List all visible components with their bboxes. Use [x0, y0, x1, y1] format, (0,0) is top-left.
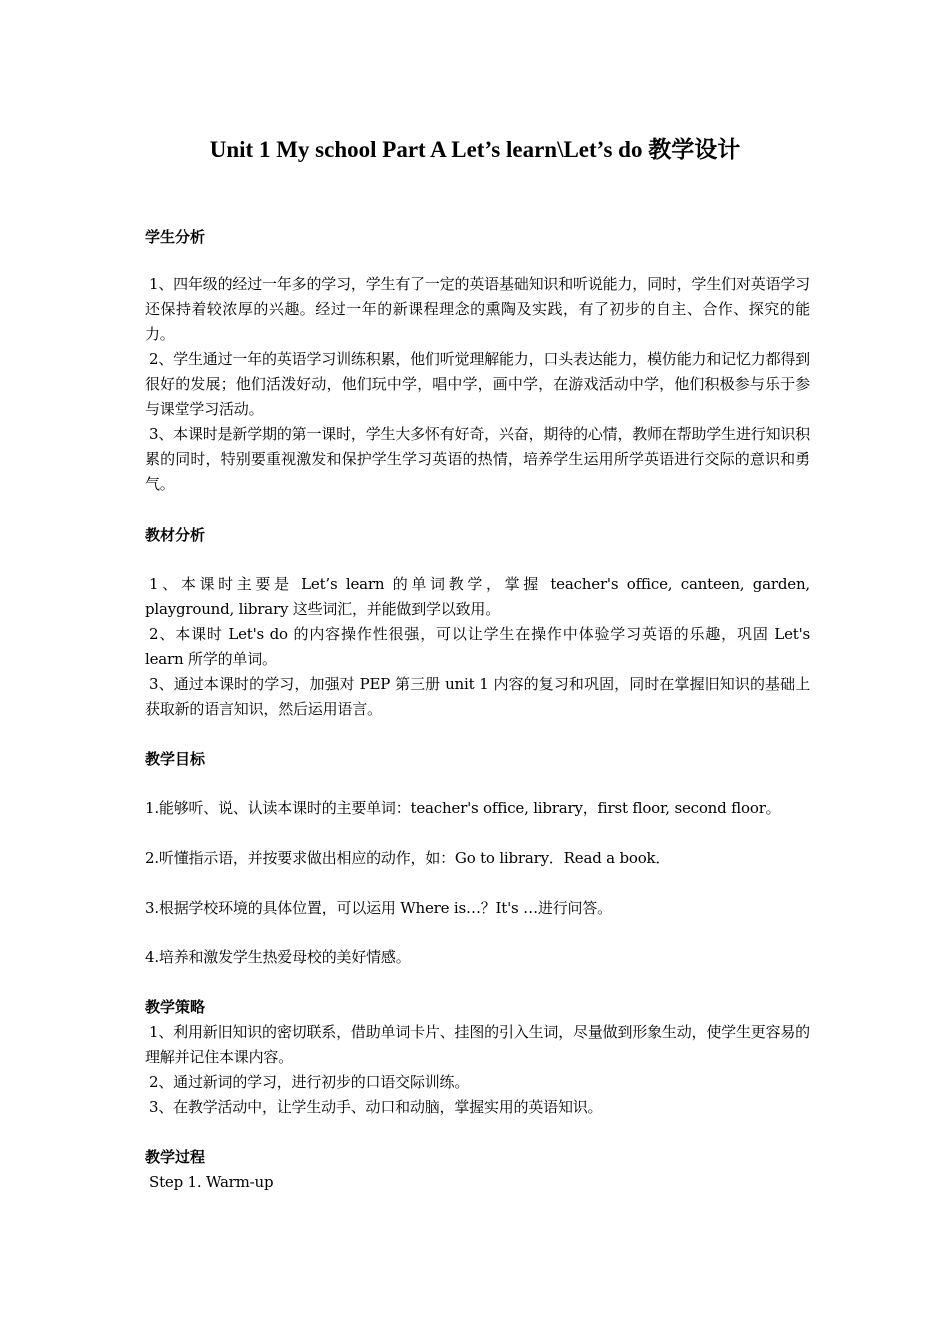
heading-teaching-strategy: 教学策略	[145, 998, 206, 1016]
strategy-item-3: 3、在教学活动中，让学生动手、动口和动脑，掌握实用的英语知识。	[149, 1098, 603, 1116]
heading-student-analysis: 学生分析	[145, 228, 206, 246]
goal-item-2: 2.听懂指示语，并按要求做出相应的动作，如：Go to library．Read a book．	[145, 849, 671, 867]
strategy-item-2: 2、通过新词的学习，进行初步的口语交际训练。	[149, 1073, 470, 1091]
paragraph-material-1: 1、本课时主要是 Let’s learn 的单词教学，掌握 teacher's office, canteen, garden, playground, library 这些词汇，并能做到学以致用。	[145, 575, 810, 618]
heading-teaching-goals: 教学目标	[145, 750, 206, 768]
heading-teaching-process: 教学过程	[145, 1148, 206, 1166]
paragraph-student-3: 3、本课时是新学期的第一课时，学生大多怀有好奇，兴奋，期待的心情，教师在帮助学生进行知识积累的同时，特别要重视激发和保护学生学习英语的热情，培养学生运用所学英语进行交际的意识和勇气。	[145, 425, 810, 493]
paragraph-material-3: 3、通过本课时的学习，加强对 PEP 第三册 unit 1 内容的复习和巩固，同时在掌握旧知识的基础上获取新的语言知识，然后运用语言。	[145, 675, 810, 718]
goal-item-3: 3.根据学校环境的具体位置，可以运用 Where is…？It's …进行问答。	[145, 899, 612, 917]
process-step-1: Step 1. Warm-up	[149, 1173, 274, 1191]
strategy-item-1: 1、利用新旧知识的密切联系，借助单词卡片、挂图的引入生词，尽量做到形象生动，使学生更容易的理解并记住本课内容。	[145, 1023, 810, 1066]
heading-material-analysis: 教材分析	[145, 526, 206, 544]
goal-item-1: 1.能够听、说、认读本课时的主要单词：teacher's office, library，first floor, second floor。	[145, 799, 781, 817]
goal-item-4: 4.培养和激发学生热爱母校的美好情感。	[145, 948, 411, 966]
paragraph-student-2: 2、学生通过一年的英语学习训练积累，他们听觉理解能力，口头表达能力，模仿能力和记忆力都得到很好的发展；他们活泼好动，他们玩中学，唱中学，画中学，在游戏活动中学，他们积极参与乐于参与课堂学习活动。	[145, 350, 810, 418]
document-title: Unit 1 My school Part A Let’s learn\Let’s do 教学设计	[209, 137, 741, 162]
paragraph-material-2: 2、本课时 Let's do 的内容操作性很强，可以让学生在操作中体验学习英语的乐趣，巩固 Let's learn 所学的单词。	[145, 625, 810, 668]
paragraph-student-1: 1、四年级的经过一年多的学习，学生有了一定的英语基础知识和听说能力，同时，学生们对英语学习还保持着较浓厚的兴趣。经过一年的新课程理念的熏陶及实践，有了初步的自主、合作、探究的能力。	[145, 275, 810, 343]
